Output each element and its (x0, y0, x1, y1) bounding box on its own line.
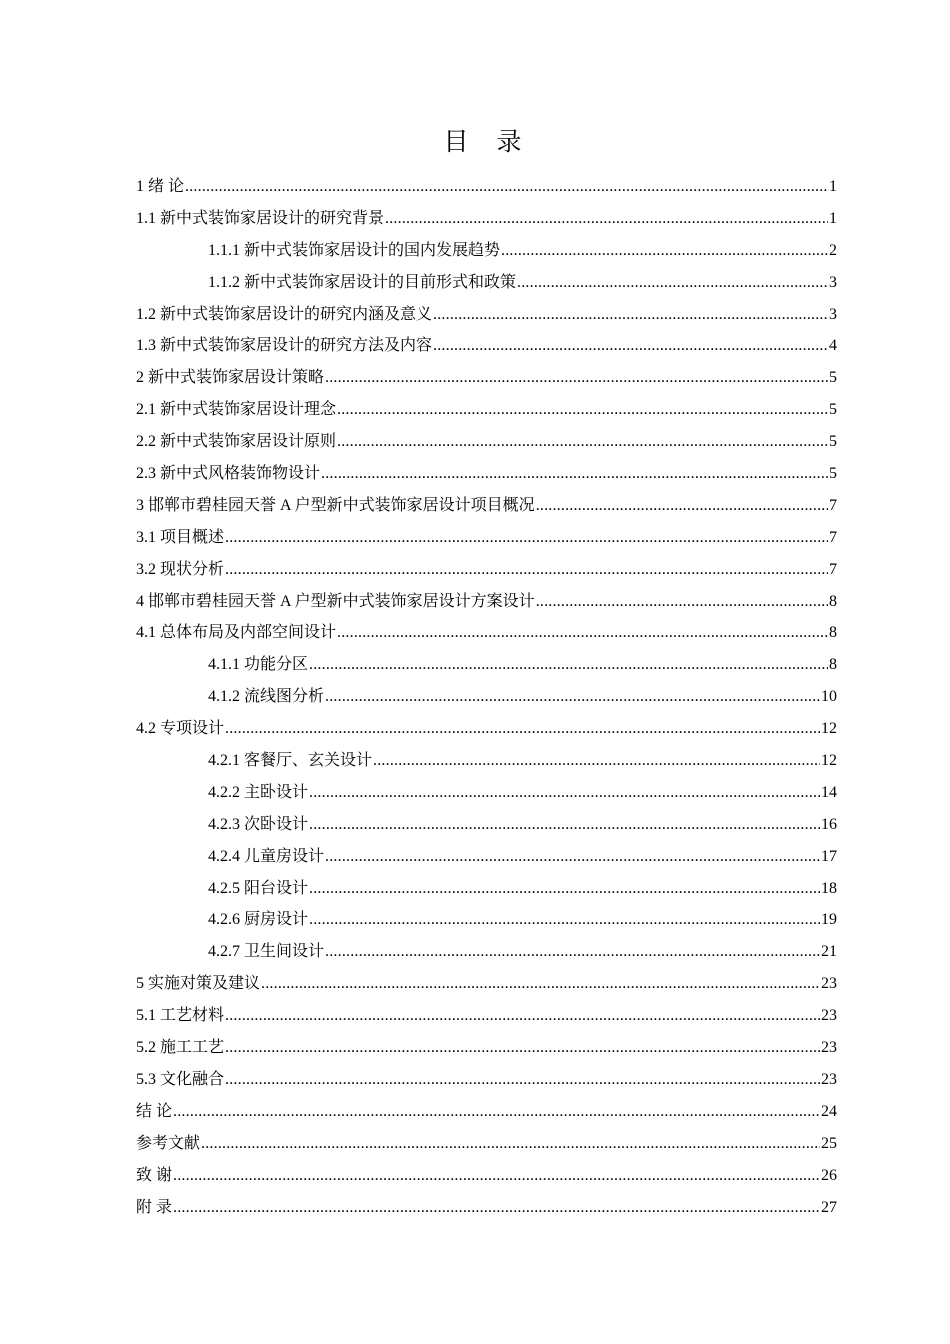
toc-entry[interactable] (136, 458, 837, 490)
toc-entry[interactable] (136, 745, 837, 777)
toc-entry-label: 4.2.6 厨房设计 (208, 911, 309, 929)
toc-entry-page-number: 5 (829, 433, 837, 451)
toc-entry-label: 5.1 工艺材料 (136, 1007, 225, 1025)
toc-entry[interactable] (136, 904, 837, 936)
table-of-contents (136, 171, 837, 1223)
toc-entry-label: 4.2.3 次卧设计 (208, 815, 309, 833)
toc-leader-dots (536, 586, 828, 618)
toc-entry[interactable] (136, 968, 837, 1000)
toc-leader-dots (201, 1128, 820, 1160)
toc-leader-dots (325, 362, 828, 394)
toc-entry[interactable] (136, 777, 837, 809)
toc-entry[interactable] (136, 1032, 837, 1064)
toc-entry[interactable] (136, 203, 837, 235)
toc-leader-dots (325, 936, 820, 968)
toc-leader-dots (309, 873, 820, 905)
toc-entry-page-number: 25 (821, 1134, 837, 1152)
toc-leader-dots (337, 617, 828, 649)
toc-leader-dots (225, 522, 828, 554)
toc-entry[interactable] (136, 809, 837, 841)
toc-leader-dots (373, 745, 820, 777)
toc-leader-dots (337, 394, 828, 426)
toc-leader-dots (385, 203, 828, 235)
toc-entry[interactable] (136, 936, 837, 968)
toc-entry-label: 3.2 现状分析 (136, 560, 225, 578)
toc-entry-page-number: 27 (821, 1198, 837, 1216)
page-title: 目 录 (443, 127, 532, 156)
toc-entry-page-number: 2 (829, 241, 837, 259)
toc-leader-dots (261, 968, 820, 1000)
toc-leader-dots (321, 458, 828, 490)
toc-entry-label: 5.2 施工工艺 (136, 1039, 225, 1057)
toc-entry-page-number: 21 (821, 943, 837, 961)
toc-entry[interactable] (136, 841, 837, 873)
toc-entry-label: 2.1 新中式装饰家居设计理念 (136, 401, 337, 419)
toc-entry-label: 1.1 新中式装饰家居设计的研究背景 (136, 209, 385, 227)
toc-entry[interactable] (136, 1160, 837, 1192)
toc-leader-dots (325, 681, 820, 713)
toc-entry-page-number: 7 (829, 560, 837, 578)
toc-entry[interactable] (136, 873, 837, 905)
toc-entry[interactable] (136, 586, 837, 618)
toc-entry-page-number: 17 (821, 847, 837, 865)
toc-leader-dots (225, 1032, 820, 1064)
toc-leader-dots (173, 1160, 820, 1192)
toc-leader-dots (501, 235, 828, 267)
toc-leader-dots (225, 1064, 820, 1096)
toc-entry[interactable] (136, 299, 837, 331)
toc-entry-label: 5 实施对策及建议 (136, 975, 261, 993)
toc-entry[interactable] (136, 617, 837, 649)
toc-leader-dots (433, 330, 828, 362)
toc-entry-label: 3.1 项目概述 (136, 528, 225, 546)
toc-entry-label: 4.2.1 客餐厅、玄关设计 (208, 752, 373, 770)
toc-entry[interactable] (136, 235, 837, 267)
toc-entry-label: 4.2.4 儿童房设计 (208, 847, 325, 865)
toc-entry[interactable] (136, 522, 837, 554)
toc-entry-page-number: 5 (829, 465, 837, 483)
toc-entry-page-number: 23 (821, 1007, 837, 1025)
toc-leader-dots (536, 490, 828, 522)
toc-entry-label: 附 录 (136, 1198, 173, 1216)
toc-entry-page-number: 1 (829, 209, 837, 227)
toc-leader-dots (225, 713, 820, 745)
toc-entry-label: 致 谢 (136, 1166, 173, 1184)
toc-entry[interactable] (136, 1064, 837, 1096)
toc-entry-label: 4 邯郸市碧桂园天誉 A 户型新中式装饰家居设计方案设计 (136, 592, 535, 610)
toc-leader-dots (325, 841, 820, 873)
toc-leader-dots (433, 299, 828, 331)
toc-leader-dots (309, 904, 820, 936)
toc-leader-dots (309, 649, 828, 681)
toc-entry[interactable] (136, 554, 837, 586)
toc-entry-label: 1.1.1 新中式装饰家居设计的国内发展趋势 (208, 241, 501, 259)
toc-entry-label: 4.2.5 阳台设计 (208, 879, 309, 897)
toc-entry-page-number: 23 (821, 1039, 837, 1057)
toc-leader-dots (337, 426, 828, 458)
toc-leader-dots (173, 1096, 820, 1128)
toc-entry-page-number: 18 (821, 879, 837, 897)
toc-leader-dots (185, 171, 828, 203)
toc-entry-page-number: 19 (821, 911, 837, 929)
toc-leader-dots (173, 1192, 820, 1224)
toc-leader-dots (225, 1000, 820, 1032)
toc-entry-label: 5.3 文化融合 (136, 1070, 225, 1088)
toc-entry[interactable] (136, 267, 837, 299)
toc-entry-page-number: 26 (821, 1166, 837, 1184)
toc-entry[interactable] (136, 490, 837, 522)
toc-entry-label: 4.1.1 功能分区 (208, 656, 309, 674)
toc-entry-page-number: 8 (829, 656, 837, 674)
toc-entry-page-number: 8 (829, 592, 837, 610)
toc-entry-label: 1.1.2 新中式装饰家居设计的目前形式和政策 (208, 273, 517, 291)
toc-entry-label: 4.2 专项设计 (136, 720, 225, 738)
toc-entry-page-number: 3 (829, 273, 837, 291)
toc-entry-page-number: 7 (829, 496, 837, 514)
toc-entry-label: 2.3 新中式风格装饰物设计 (136, 465, 321, 483)
toc-entry[interactable] (136, 362, 837, 394)
toc-entry-label: 4.2.2 主卧设计 (208, 783, 309, 801)
toc-entry[interactable] (136, 1096, 837, 1128)
toc-entry-page-number: 8 (829, 624, 837, 642)
toc-entry-label: 2.2 新中式装饰家居设计原则 (136, 433, 337, 451)
toc-entry-label: 1 绪 论 (136, 178, 185, 195)
toc-entry[interactable] (136, 1128, 837, 1160)
toc-entry-page-number: 5 (829, 401, 837, 419)
toc-entry-label: 参考文献 (136, 1134, 201, 1152)
toc-entry[interactable] (136, 330, 837, 362)
toc-entry-page-number: 3 (829, 305, 837, 323)
toc-entry-page-number: 23 (821, 975, 837, 993)
toc-leader-dots (225, 554, 828, 586)
toc-entry-page-number: 7 (829, 528, 837, 546)
toc-entry-page-number: 23 (821, 1070, 837, 1088)
toc-entry-page-number: 10 (821, 688, 837, 706)
toc-entry-page-number: 12 (821, 720, 837, 738)
toc-entry[interactable] (136, 713, 837, 745)
toc-entry-page-number: 16 (821, 815, 837, 833)
toc-entry[interactable] (136, 394, 837, 426)
toc-entry-label: 1.3 新中式装饰家居设计的研究方法及内容 (136, 337, 433, 355)
toc-entry-page-number: 1 (829, 178, 837, 195)
toc-entry-label: 3 邯郸市碧桂园天誉 A 户型新中式装饰家居设计项目概况 (136, 496, 535, 514)
toc-entry-page-number: 4 (829, 337, 837, 355)
toc-entry-page-number: 24 (821, 1102, 837, 1120)
toc-leader-dots (517, 267, 828, 299)
toc-leader-dots (309, 809, 820, 841)
toc-entry-page-number: 12 (821, 752, 837, 770)
toc-entry-label: 4.1.2 流线图分析 (208, 688, 325, 706)
toc-entry[interactable] (136, 426, 837, 458)
toc-entry-page-number: 14 (821, 783, 837, 801)
toc-entry[interactable] (136, 681, 837, 713)
toc-entry-label: 4.2.7 卫生间设计 (208, 943, 325, 961)
toc-entry-label: 4.1 总体布局及内部空间设计 (136, 624, 337, 642)
toc-entry[interactable] (136, 649, 837, 681)
toc-entry[interactable] (136, 1192, 837, 1224)
toc-entry[interactable] (136, 171, 837, 203)
toc-leader-dots (309, 777, 820, 809)
toc-entry-label: 1.2 新中式装饰家居设计的研究内涵及意义 (136, 305, 433, 323)
toc-entry-label: 结 论 (136, 1102, 173, 1120)
toc-entry[interactable] (136, 1000, 837, 1032)
toc-entry-label: 2 新中式装饰家居设计策略 (136, 369, 325, 387)
toc-entry-page-number: 5 (829, 369, 837, 387)
